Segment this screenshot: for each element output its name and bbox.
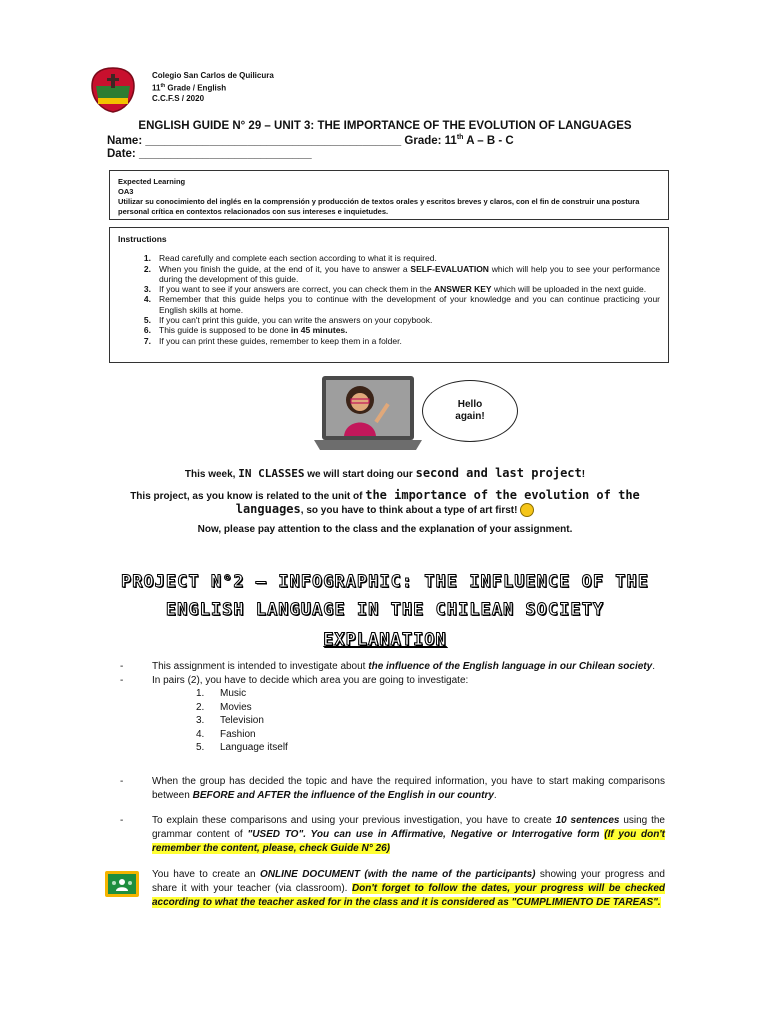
instruction-item: 3. If you want to see if your answers are correct, you can check them in the ANSWER KEY which will be uploaded in the next guide. [143, 284, 647, 295]
intro-pay-attention: Now, please pay attention to the class and the explanation of your assignment. [197, 524, 573, 535]
area-list [196, 687, 288, 755]
instruction-item: 2. When you finish the guide, at the end of it, you have to answer a SELF-EVALUATION which will help you to see your performance during the development of this guide. [143, 263, 660, 284]
explanation-heading: EXPLANATION [323, 630, 447, 650]
smile-emoji-icon [520, 503, 534, 517]
instruction-item: 7. If you can print these guides, remember to keep them in a folder. [143, 335, 402, 346]
name-blank[interactable]: ________________________________________ [145, 134, 402, 147]
course-grade: 11th Grade / English [152, 83, 227, 93]
school-crest-logo [90, 66, 136, 114]
date-field: Date: ___________________________ [107, 148, 312, 160]
expected-learning-box [109, 170, 669, 220]
expected-learning-heading: Expected Learning [118, 177, 186, 186]
instructions-list [118, 253, 660, 346]
area-item: 1. Music [196, 688, 247, 699]
project-title: PROJECT N°2 – INFOGRAPHIC: THE INFLUENCE OF THE ENGLISH LANGUAGE IN THE CHILEAN SOCIETY [120, 572, 650, 620]
area-item: 5. Language itself [196, 742, 288, 753]
paragraph-sentences: - To explain these comparisons and using your previous investigation, you have to create 10 sentences using the grammar content of "USED TO". You can use in Affirmative, Negative or Interrogative form (If you don't remember the content, please, check Guide N° 26) [120, 815, 666, 854]
instruction-item: 1. Read carefully and complete each section according to what it is required. [143, 253, 437, 264]
teacher-laptop-illustration [312, 370, 424, 458]
paragraph-pairs: - In pairs (2), you have to decide which area you are going to investigate: [120, 675, 469, 686]
intro-this-week: This week, IN CLASSES we will start doing our second and last project! [184, 466, 586, 480]
date-blank[interactable]: ___________________________ [138, 148, 312, 160]
instruction-item: 4. Remember that this guide helps you to continue with the development of your knowledge and you can continue practicing your English skills at home. [143, 294, 660, 315]
instructions-heading: Instructions [118, 234, 167, 244]
school-code: C.C.F.S / 2020 [152, 93, 205, 103]
paragraph-assignment: - This assignment is intended to investigate about the influence of the English language in our Chilean society. [120, 661, 655, 672]
school-header [152, 71, 274, 104]
intro-project-relation: This project, as you know is related to the unit of the importance of the evolution of the languages, so you have to think about a type of art first! [130, 488, 640, 516]
area-item: 4. Fashion [196, 728, 256, 740]
guide-title: ENGLISH GUIDE N° 29 – UNIT 3: THE IMPORTANCE OF THE EVOLUTION OF LANGUAGES [138, 120, 632, 132]
instruction-item: 6. This guide is supposed to be done in 45 minutes. [143, 325, 348, 336]
paragraph-online-document: You have to create an ONLINE DOCUMENT (with the name of the participants) showing your progress and share it with your teacher (via classroom). Don't forget to follow the dates, your progress will be checked according to what the teacher asked for in the class and it is considered as "CUMPLIMIENTO DE TAREAS". [152, 869, 665, 908]
instructions-box [109, 227, 669, 363]
area-item: 3. Television [196, 715, 264, 726]
expected-learning-text: Utilizar su conocimiento del inglés en la comprensión y producción de textos orales y escritos breves y claros, con el fin de construir una postura personal crítica en contextos relacionados con sus intereses e inquietudes. [118, 197, 640, 216]
speech-bubble: Hello again! [422, 380, 518, 442]
instruction-item: 5. If you can't print this guide, you can write the answers on your copybook. [143, 315, 433, 326]
school-name: Colegio San Carlos de Quilicura [152, 71, 274, 80]
paragraph-comparisons: - When the group has decided the topic and have the required information, you have to start making comparisons between BEFORE and AFTER the influence of the English in our country. [120, 776, 665, 801]
name-field: Name: ________________________________________ Grade: 11th A – B - C [107, 134, 514, 147]
expected-learning-code: OA3 [118, 187, 134, 196]
area-item: 2. Movies [196, 701, 252, 713]
